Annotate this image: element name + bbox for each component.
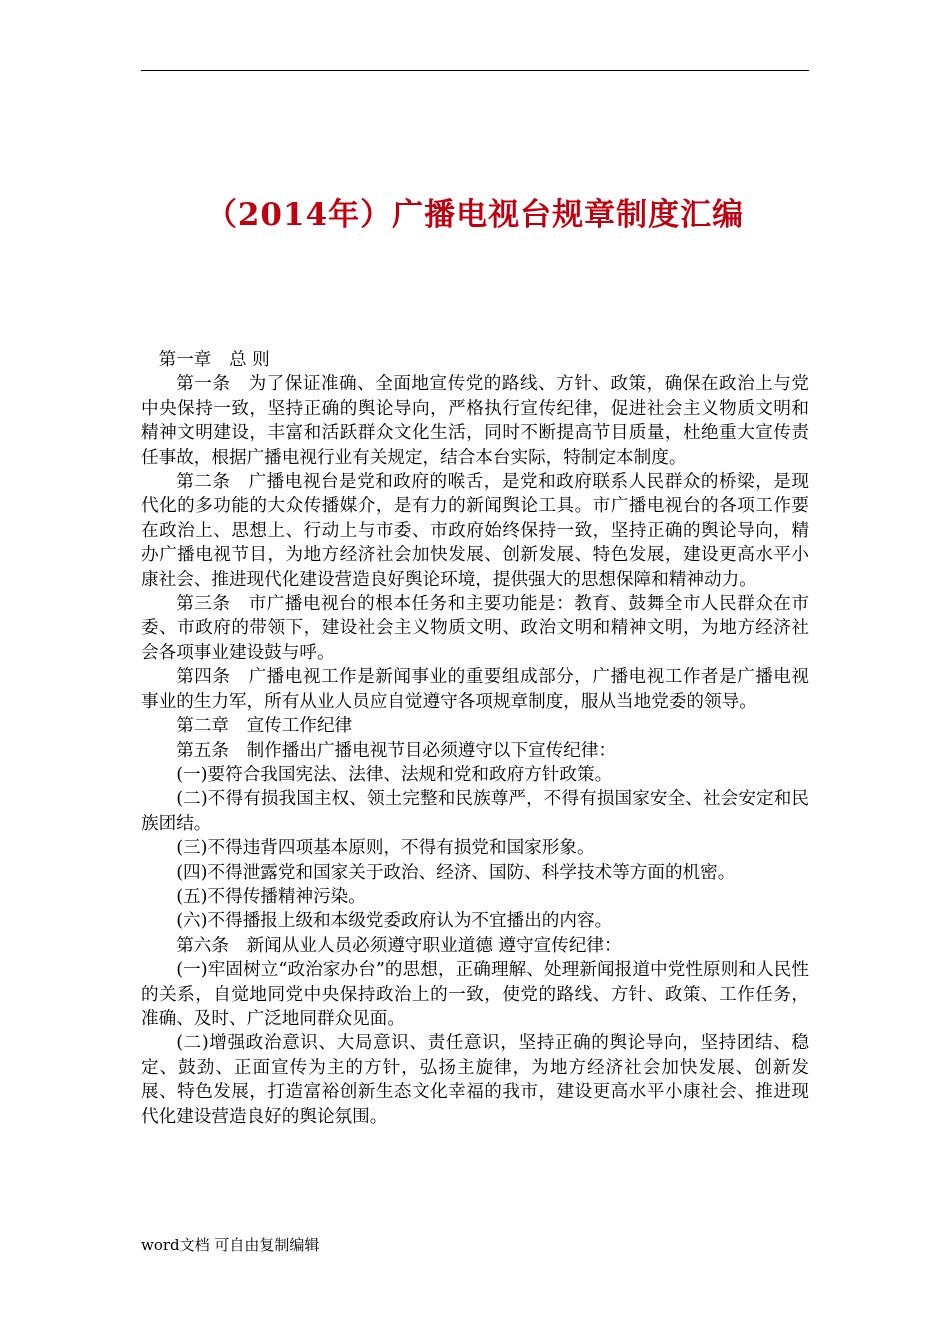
- chapter-heading: 第二章 宣传工作纪律: [176, 716, 353, 737]
- chapter-heading: 第一章 总 则: [158, 350, 270, 370]
- list-item: (一)要符合我国宪法、法律、法规和党和政府方针政策。: [176, 764, 613, 785]
- list-item: (二)增强政治意识、大局意识、责任意识，坚持正确的舆论导向，坚持团结、稳定、鼓劲、正面宣传为主的方针，弘扬主旋律，为地方经济社会加快发展、创新发展、特色发展，打造富裕创新生态文化幸福的我市，建设更高水平小康社会、推进现代化建设营造良好的舆论氛围。: [141, 1033, 809, 1127]
- article-paragraph: 第六条 新闻从业人员必须遵守职业道德 遵守宣传纪律：: [176, 935, 622, 956]
- document-title: （2014年）广播电视台规章制度汇编: [205, 197, 745, 233]
- list-item: (四)不得泄露党和国家关于政治、经济、国防、科学技术等方面的机密。: [176, 862, 736, 883]
- article-paragraph: 第五条 制作播出广播电视节目必须遵守以下宣传纪律：: [176, 740, 617, 761]
- list-item: (二)不得有损我国主权、领土完整和民族尊严，不得有损国家安全、社会安定和民族团结。: [141, 789, 809, 834]
- article-paragraph: 第四条 广播电视工作是新闻事业的重要组成部分，广播电视工作者是广播电视事业的生力军，所有从业人员应自觉遵守各项规章制度，服从当地党委的领导。: [141, 667, 809, 712]
- list-item: (六)不得播报上级和本级党委政府认为不宜播出的内容。: [176, 911, 613, 932]
- header-rule: [141, 70, 809, 71]
- article-paragraph: 第二条 广播电视台是党和政府的喉舌，是党和政府联系人民群众的桥梁，是现代化的多功能的大众传播媒介，是有力的新闻舆论工具。市广播电视台的各项工作要在政治上、思想上、行动上与市委、市政府始终保持一致，坚持正确的舆论导向，精办广播电视节目，为地方经济社会加快发展、创新发展、特色发展，建设更高水平小康社会、推进现代化建设营造良好舆论环境，提供强大的思想保障和精神动力。: [141, 472, 809, 590]
- document-body: [141, 348, 809, 1129]
- article-paragraph: 第三条 市广播电视台的根本任务和主要功能是：教育、鼓舞全市人民群众在市委、市政府的带领下，建设社会主义物质文明、政治文明和精神文明，为地方经济社会各项事业建设鼓与呼。: [141, 594, 809, 663]
- article-paragraph: 第一条 为了保证准确、全面地宣传党的路线、方针、政策，确保在政治上与党中央保持一致，坚持正确的舆论导向，严格执行宣传纪律，促进社会主义物质文明和精神文明建设，丰富和活跃群众文化生活，同时不断提高节目质量，杜绝重大宣传责任事故，根据广播电视行业有关规定，结合本台实际，特制定本制度。: [141, 374, 809, 468]
- list-item: (五)不得传播精神污染。: [176, 886, 366, 907]
- footer-note: word文档 可自由复制编辑: [141, 1236, 320, 1254]
- list-item: (三)不得违背四项基本原则，不得有损党和国家形象。: [176, 838, 595, 859]
- list-item: (一)牢固树立“政治家办台”的思想，正确理解、处理新闻报道中党性原则和人民性的关系，自觉地同党中央保持政治上的一致，使党的路线、方针、政策、工作任务，准确、及时、广泛地同群众见面。: [141, 960, 809, 1029]
